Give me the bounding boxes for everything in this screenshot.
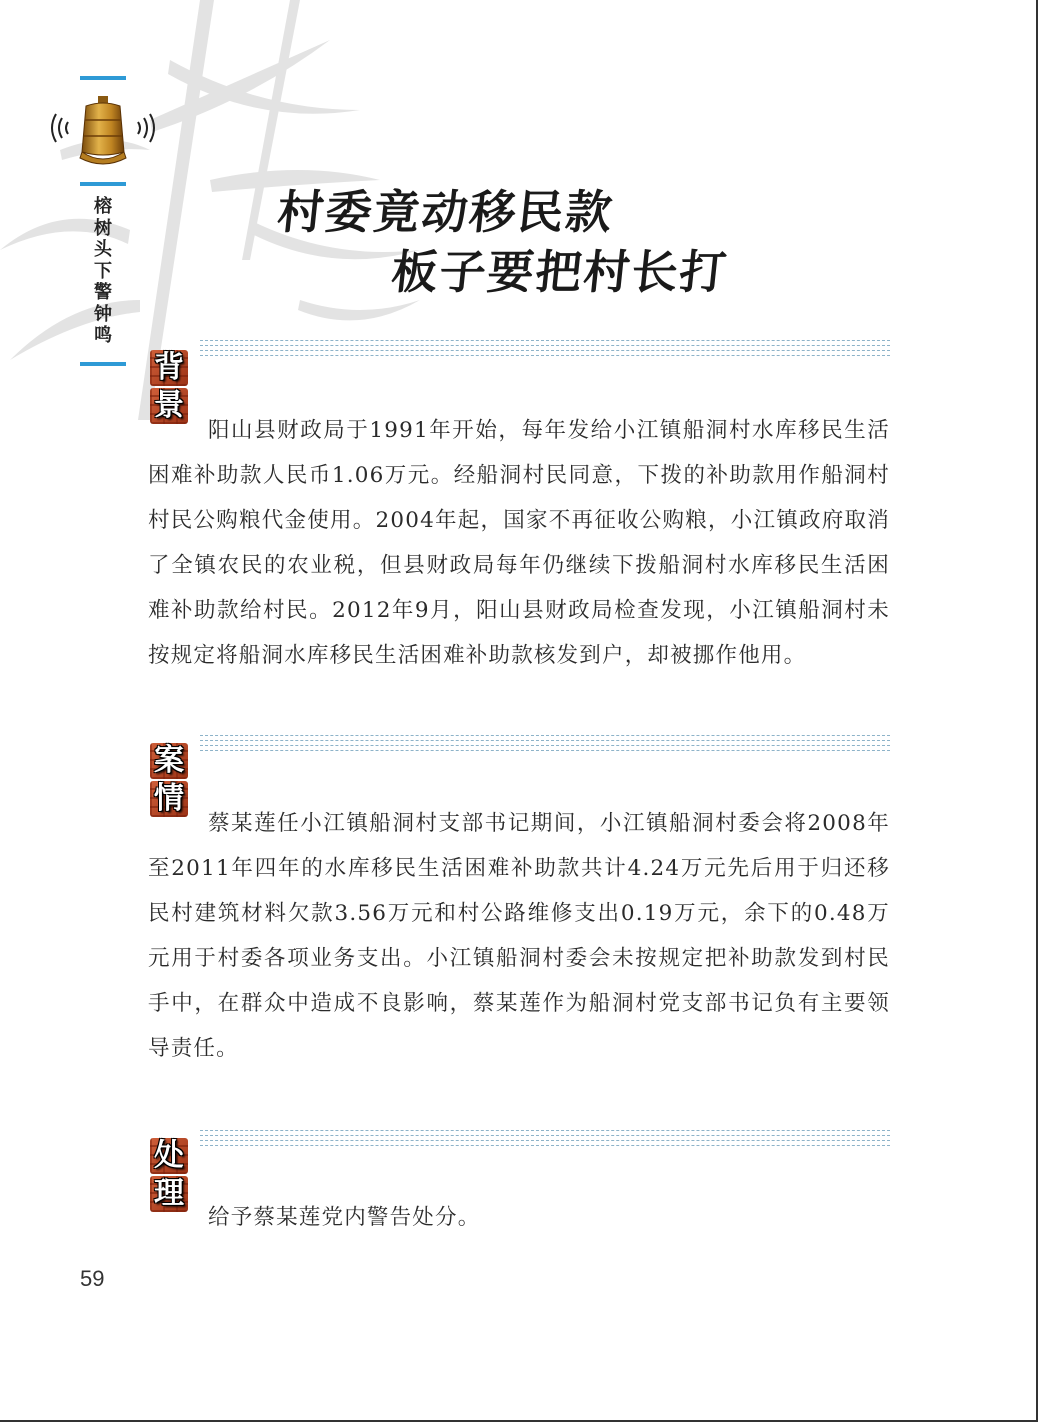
badge-char: 景 <box>150 388 188 424</box>
badge-char: 情 <box>150 781 188 817</box>
section-text-handling: 给予蔡某莲党内警告处分。 <box>208 1205 481 1230</box>
section-text-background: 阳山县财政局于1991年开始，每年发给小江镇船洞村水库移民生活困难补助款人民币1.06万元。经船洞村民同意，下拨的补助款用作船洞村村民公购粮代金使用。2004年起，国家不再征收公购粮，小江镇政府取消了全镇农民的农业税，但县财政局每年仍继续下拨船洞村水库移民生活困难补助款给村民。2012年9月，阳山县财政局检查发现，小江镇船洞村未按规定将船洞水库移民生活困难补助款核发到户，却被挪作他用。 <box>148 418 890 668</box>
page-number: 59 <box>80 1266 105 1291</box>
bell-icon <box>48 94 158 174</box>
page-title-line1: 村委竟动移民款 <box>274 185 617 239</box>
page-title-line2: 板子要把村长打 <box>388 245 731 299</box>
side-rule-mid <box>80 182 126 186</box>
section-divider <box>200 1130 890 1150</box>
section-divider <box>200 735 890 755</box>
sidebar-label: 榕树头下警钟鸣 <box>94 196 112 346</box>
side-rule-top <box>80 76 126 80</box>
badge-char: 案 <box>150 743 188 779</box>
badge-char: 处 <box>150 1138 188 1174</box>
badge-char: 理 <box>150 1176 188 1212</box>
section-divider <box>200 340 890 360</box>
badge-char: 背 <box>150 350 188 386</box>
side-rule-bottom <box>80 362 126 366</box>
section-text-case: 蔡某莲任小江镇船洞村支部书记期间，小江镇船洞村委会将2008年至2011年四年的水库移民生活困难补助款共计4.24万元先后用于归还移民村建筑材料欠款3.56万元和村公路维修支出0.19万元，余下的0.48万元用于村委各项业务支出。小江镇船洞村委会未按规定把补助款发到村民手中，在群众中造成不良影响，蔡某莲作为船洞村党支部书记负有主要领导责任。 <box>148 811 890 1061</box>
